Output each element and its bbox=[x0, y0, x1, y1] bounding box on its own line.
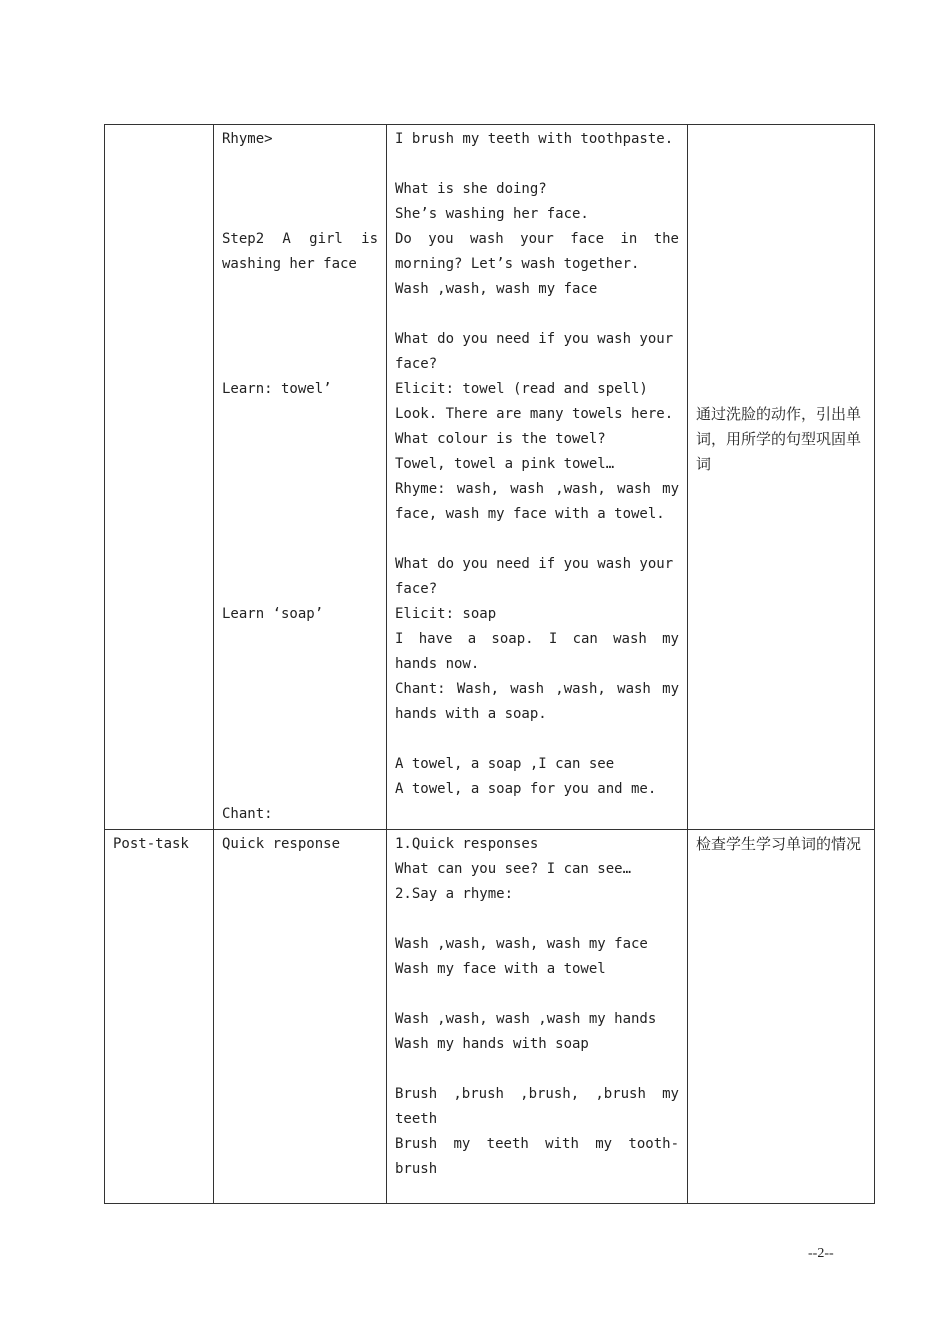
step-label: Step2 A girl is bbox=[222, 231, 378, 247]
text-line: Look. There are many towels here. bbox=[395, 406, 674, 422]
step-label: washing her face bbox=[222, 256, 357, 272]
text-line bbox=[395, 302, 679, 327]
text-line: morning? Let’s wash together. bbox=[395, 256, 640, 272]
text-line: A towel, a soap ,I can see bbox=[395, 756, 615, 772]
spacer bbox=[222, 152, 378, 227]
spacer bbox=[222, 627, 378, 802]
text-line: A towel, a soap for you and me. bbox=[395, 781, 657, 797]
text-line: Do you wash your face in the bbox=[395, 231, 679, 247]
text-line: Wash ,wash, wash ,wash my hands bbox=[395, 1011, 657, 1027]
text-line: 1.Quick responses bbox=[395, 836, 539, 852]
text-line: Chant: Wash, wash ,wash, wash my bbox=[395, 681, 679, 697]
table-row bbox=[105, 830, 875, 1204]
text-line: face? bbox=[395, 581, 438, 597]
text-line bbox=[395, 982, 679, 1007]
stage-cell bbox=[105, 125, 214, 830]
text-line: Elicit: towel (read and spell) bbox=[395, 381, 648, 397]
text-line: 2.Say a rhyme: bbox=[395, 886, 514, 902]
text-line: face, wash my face with a towel. bbox=[395, 506, 665, 522]
purpose-text: 检查学生学习单词的情况 bbox=[696, 835, 862, 853]
spacer bbox=[222, 277, 378, 377]
text-line bbox=[395, 727, 679, 752]
text-line: I brush my teeth with toothpaste. bbox=[395, 131, 674, 147]
text-line: Wash ,wash, wash, wash my face bbox=[395, 936, 648, 952]
purpose-cell bbox=[688, 125, 875, 830]
purpose-cell bbox=[688, 830, 875, 1204]
text-line: I have a soap. I can wash my bbox=[395, 631, 679, 647]
step-label: Learn ‘soap’ bbox=[222, 606, 324, 622]
text-line: Wash ,wash, wash my face bbox=[395, 281, 598, 297]
text-line: What do you need if you wash your bbox=[395, 331, 674, 347]
activity-cell bbox=[387, 125, 688, 830]
text-line: Wash my hands with soap bbox=[395, 1036, 589, 1052]
text-line bbox=[395, 1057, 679, 1082]
step-label: Learn: towel’ bbox=[222, 381, 332, 397]
text-line: hands now. bbox=[395, 656, 480, 672]
lesson-plan-table bbox=[104, 124, 875, 1204]
text-line: Elicit: soap bbox=[395, 606, 497, 622]
text-line: Rhyme: wash, wash ,wash, wash my bbox=[395, 481, 679, 497]
step-label: Chant: bbox=[222, 806, 273, 822]
text-line: What colour is the towel? bbox=[395, 431, 606, 447]
text-line: brush bbox=[395, 1161, 438, 1177]
text-line bbox=[395, 907, 679, 932]
text-line: What do you need if you wash your bbox=[395, 556, 674, 572]
text-line: hands with a soap. bbox=[395, 706, 547, 722]
spacer bbox=[222, 402, 378, 602]
step-label: Rhyme> bbox=[222, 131, 273, 147]
text-line: Brush my teeth with my tooth- bbox=[395, 1136, 679, 1152]
text-line: Brush ,brush ,brush, ,brush my bbox=[395, 1086, 679, 1102]
step-label: Quick response bbox=[222, 836, 341, 852]
spacer bbox=[696, 127, 866, 402]
text-line: face? bbox=[395, 356, 438, 372]
step-cell bbox=[214, 125, 387, 830]
text-line bbox=[395, 527, 679, 552]
text-line: Wash my face with a towel bbox=[395, 961, 606, 977]
purpose-text: 通过洗脸的动作，引出单词，用所学的句型巩固单词 bbox=[696, 405, 862, 473]
step-cell bbox=[214, 830, 387, 1204]
page-number: --2-- bbox=[808, 1246, 834, 1261]
text-line: What can you see? I can see… bbox=[395, 861, 632, 877]
text-line bbox=[395, 152, 679, 177]
stage-cell bbox=[105, 830, 214, 1204]
text-line: What is she doing? bbox=[395, 181, 547, 197]
text-line: She’s washing her face. bbox=[395, 206, 589, 222]
text-line: teeth bbox=[395, 1111, 438, 1127]
text-line: Towel, towel a pink towel… bbox=[395, 456, 615, 472]
table-row bbox=[105, 125, 875, 830]
activity-cell bbox=[387, 830, 688, 1204]
stage-label: Post-task bbox=[113, 836, 189, 852]
